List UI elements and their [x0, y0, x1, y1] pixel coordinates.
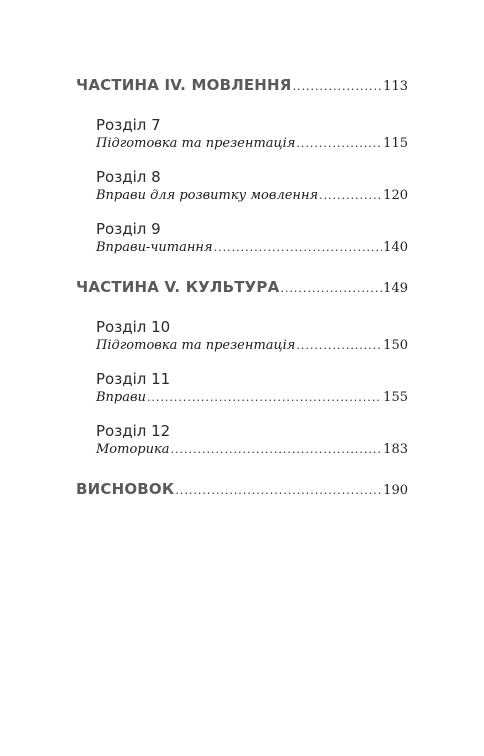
toc-chapter-7[interactable] — [96, 114, 408, 156]
page-number: 113 — [383, 79, 408, 94]
page-number: 155 — [383, 390, 408, 405]
page-number: 183 — [383, 442, 408, 457]
page-number: 149 — [383, 281, 408, 296]
dot-leader — [296, 339, 382, 352]
part-title: ЧАСТИНА V. КУЛЬТУРА — [76, 278, 280, 296]
chapter-subtitle: Моторика — [96, 442, 170, 457]
part-title: ВИСНОВОК — [76, 480, 175, 498]
chapter-subtitle: Вправи-читання — [96, 240, 213, 255]
chapter-heading: Розділ 12 — [96, 422, 171, 440]
part-title: ЧАСТИНА IV. МОВЛЕННЯ — [76, 76, 292, 94]
toc-chapter-10[interactable] — [96, 316, 408, 358]
chapter-subtitle: Вправи — [96, 390, 146, 405]
dot-leader — [171, 443, 383, 456]
page-number: 115 — [383, 136, 408, 151]
chapter-heading: Розділ 8 — [96, 168, 161, 186]
chapter-heading: Розділ 11 — [96, 370, 171, 388]
toc-part-5[interactable] — [76, 278, 408, 302]
dot-leader — [296, 137, 382, 150]
chapter-subtitle: Підготовка та презентація — [96, 338, 296, 353]
dot-leader — [175, 484, 382, 497]
dot-leader — [214, 241, 383, 254]
chapter-subtitle: Вправи для розвитку мовлення — [96, 188, 319, 203]
dot-leader — [293, 80, 383, 93]
page-number: 190 — [383, 483, 408, 498]
chapter-heading: Розділ 7 — [96, 116, 161, 134]
toc-chapter-11[interactable] — [96, 368, 408, 410]
toc-chapter-9[interactable] — [96, 218, 408, 260]
dot-leader — [319, 189, 382, 202]
toc-chapter-8[interactable] — [96, 166, 408, 208]
chapter-heading: Розділ 9 — [96, 220, 161, 238]
toc-chapter-12[interactable] — [96, 420, 408, 462]
page-number: 140 — [383, 240, 408, 255]
dot-leader — [280, 282, 382, 295]
page-number: 150 — [383, 338, 408, 353]
toc-part-4[interactable] — [76, 76, 408, 100]
dot-leader — [147, 391, 382, 404]
table-of-contents — [76, 76, 408, 504]
chapter-subtitle: Підготовка та презентація — [96, 136, 296, 151]
page-number: 120 — [383, 188, 408, 203]
chapter-heading: Розділ 10 — [96, 318, 171, 336]
toc-conclusion[interactable] — [76, 480, 408, 504]
